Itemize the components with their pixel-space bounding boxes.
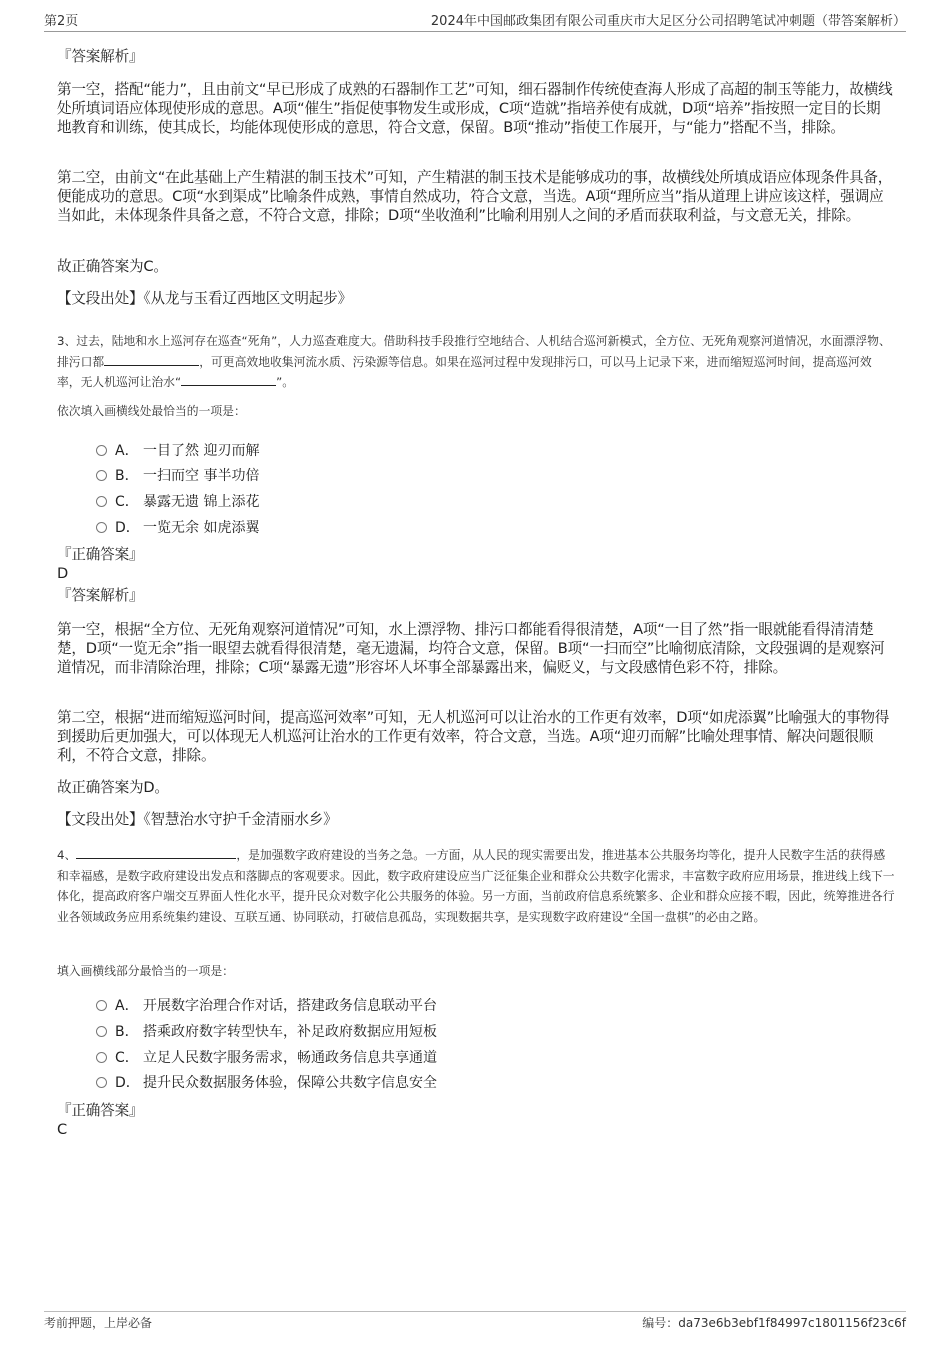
radio-icon[interactable] — [96, 1052, 107, 1063]
analysis-paragraph: 第一空，搭配“能力”，且由前文“早已形成了成熟的石器制作工艺”可知，细石器制作传统使查海人形成了高超的制玉等能力，故横线处所填词语应体现使形成的意思。A项“催生”指促使事物发生或形成，C项“造就”指培养使有成就，D项“培养”指按照一定目的长期地教育和训练，使其成长，均能体现使形成的意思，符合文意，保留。B项“推动”指使工作展开，与“能力”搭配不当，排除。 — [57, 81, 893, 136]
radio-icon[interactable] — [96, 496, 107, 507]
footer-divider — [44, 1311, 906, 1312]
question-prompt: 依次填入画横线处最恰当的一项是： — [57, 404, 246, 418]
option-c[interactable]: C． 立足人民数字服务需求，畅通政务信息共享通道 — [96, 1048, 437, 1068]
option-a[interactable]: A． 开展数字治理合作对话，搭建政务信息联动平台 — [96, 996, 437, 1016]
document-id: 编号：da73e6b3ebf1f84997c1801156f23c6f — [642, 1316, 906, 1330]
question-prompt: 填入画横线部分最恰当的一项是： — [57, 964, 234, 978]
option-d[interactable]: D． 提升民众数据服务体验，保障公共数字信息安全 — [96, 1073, 437, 1093]
radio-icon[interactable] — [96, 1077, 107, 1088]
answer-label: 『正确答案』 — [57, 1102, 144, 1119]
footer-slogan: 考前押题，上岸必备 — [44, 1316, 153, 1330]
question-3-text: 3、过去，陆地和水上巡河存在巡查“死角”，人力巡查难度大。借助科技手段推行空地结合、人机结合巡河新模式，全方位、无死角观察河道情况，水面漂浮物、排污口都 ，可更高效地收集河流水质、污染源等信息。如果在巡河过程中发现排污口，可以马上记录下来，进而缩短巡河时间，提高巡河效率，无人机巡河让治水“ ”。 — [57, 334, 891, 389]
conclusion: 故正确答案为D。 — [57, 779, 169, 796]
blank-line — [104, 353, 199, 366]
option-d[interactable]: D． 一览无余 如虎添翼 — [96, 518, 259, 538]
analysis-paragraph: 第二空，根据“进而缩短巡河时间，提高巡河效率”可知，无人机巡河可以让治水的工作更有效率，D项“如虎添翼”比喻强大的事物得到援助后更加强大，可以体现无人机巡河让治水的工作更有效率，符合文意，当选。A项“迎刃而解”比喻处理事情、解决问题很顺利，不符合文意，排除。 — [57, 709, 890, 764]
option-b[interactable]: B． 一扫而空 事半功倍 — [96, 466, 259, 486]
option-c[interactable]: C． 暴露无遗 锦上添花 — [96, 492, 259, 512]
header-divider — [44, 31, 906, 32]
page-number: 第2页 — [44, 14, 79, 29]
radio-icon[interactable] — [96, 522, 107, 533]
radio-icon[interactable] — [96, 445, 107, 456]
radio-icon[interactable] — [96, 1000, 107, 1011]
question-4-text: 4、 ，是加强数字政府建设的当务之急。一方面，从人民的现实需要出发，推进基本公共服务均等化，提升人民数字生活的获得感和幸福感，是数字政府建设出发点和落脚点的客观要求。因此，数字政府建设应当广泛征集企业和群众公共数字化需求，丰富数字政府应用场景，推进线上线下一体化，提高政府客户端交互界面人性化水平，提升民众对数字化公共服务的体验。另一方面，当前政府信息系统繁多、企业和群众应接不暇，因此，统筹推进各行业各领域政务应用系统集约建设、互联互通、协同联动，打破信息孤岛，实现数据共享，是实现数字政府建设“全国一盘棋”的必由之路。 — [57, 848, 895, 924]
blank-line — [76, 846, 236, 859]
source: 【文段出处】《智慧治水守护千金清丽水乡》 — [57, 811, 338, 828]
analysis-label: 『答案解析』 — [57, 48, 144, 65]
analysis-paragraph: 第一空，根据“全方位、无死角观察河道情况”可知，水上漂浮物、排污口都能看得很清楚，A项“一目了然”指一眼就能看得清清楚楚，D项“一览无余”指一眼望去就看得很清楚，毫无遗漏，均符合文意，保留。B项“一扫而空”比喻彻底清除，文段强调的是观察河道情况，而非清除治理，排除；C项“暴露无遗”形容坏人坏事全部暴露出来，偏贬义，与文段感情色彩不符，排除。 — [57, 621, 885, 676]
blank-line — [181, 373, 276, 386]
option-a[interactable]: A． 一目了然 迎刃而解 — [96, 441, 259, 461]
document-title: 2024年中国邮政集团有限公司重庆市大足区分公司招聘笔试冲刺题（带答案解析） — [430, 14, 906, 29]
analysis-label: 『答案解析』 — [57, 587, 144, 604]
option-b[interactable]: B． 搭乘政府数字转型快车，补足政府数据应用短板 — [96, 1022, 437, 1042]
answer: D — [57, 565, 69, 582]
radio-icon[interactable] — [96, 1026, 107, 1037]
conclusion: 故正确答案为C。 — [57, 258, 168, 275]
source: 【文段出处】《从龙与玉看辽西地区文明起步》 — [57, 290, 352, 307]
analysis-paragraph: 第二空，由前文“在此基础上产生精湛的制玉技术”可知，产生精湛的制玉技术是能够成功的事，故横线处所填成语应体现条件具备，便能成功的意思。C项“水到渠成”比喻条件成熟，事情自然成功，符合文意，当选。A项“理所应当”指从道理上讲应该这样，强调应当如此，未体现条件具备之意，不符合文意，排除；D项“坐收渔利”比喻利用别人之间的矛盾而获取利益，与文意无关，排除。 — [57, 169, 893, 224]
radio-icon[interactable] — [96, 470, 107, 481]
answer-label: 『正确答案』 — [57, 546, 144, 563]
answer: C — [57, 1121, 67, 1138]
